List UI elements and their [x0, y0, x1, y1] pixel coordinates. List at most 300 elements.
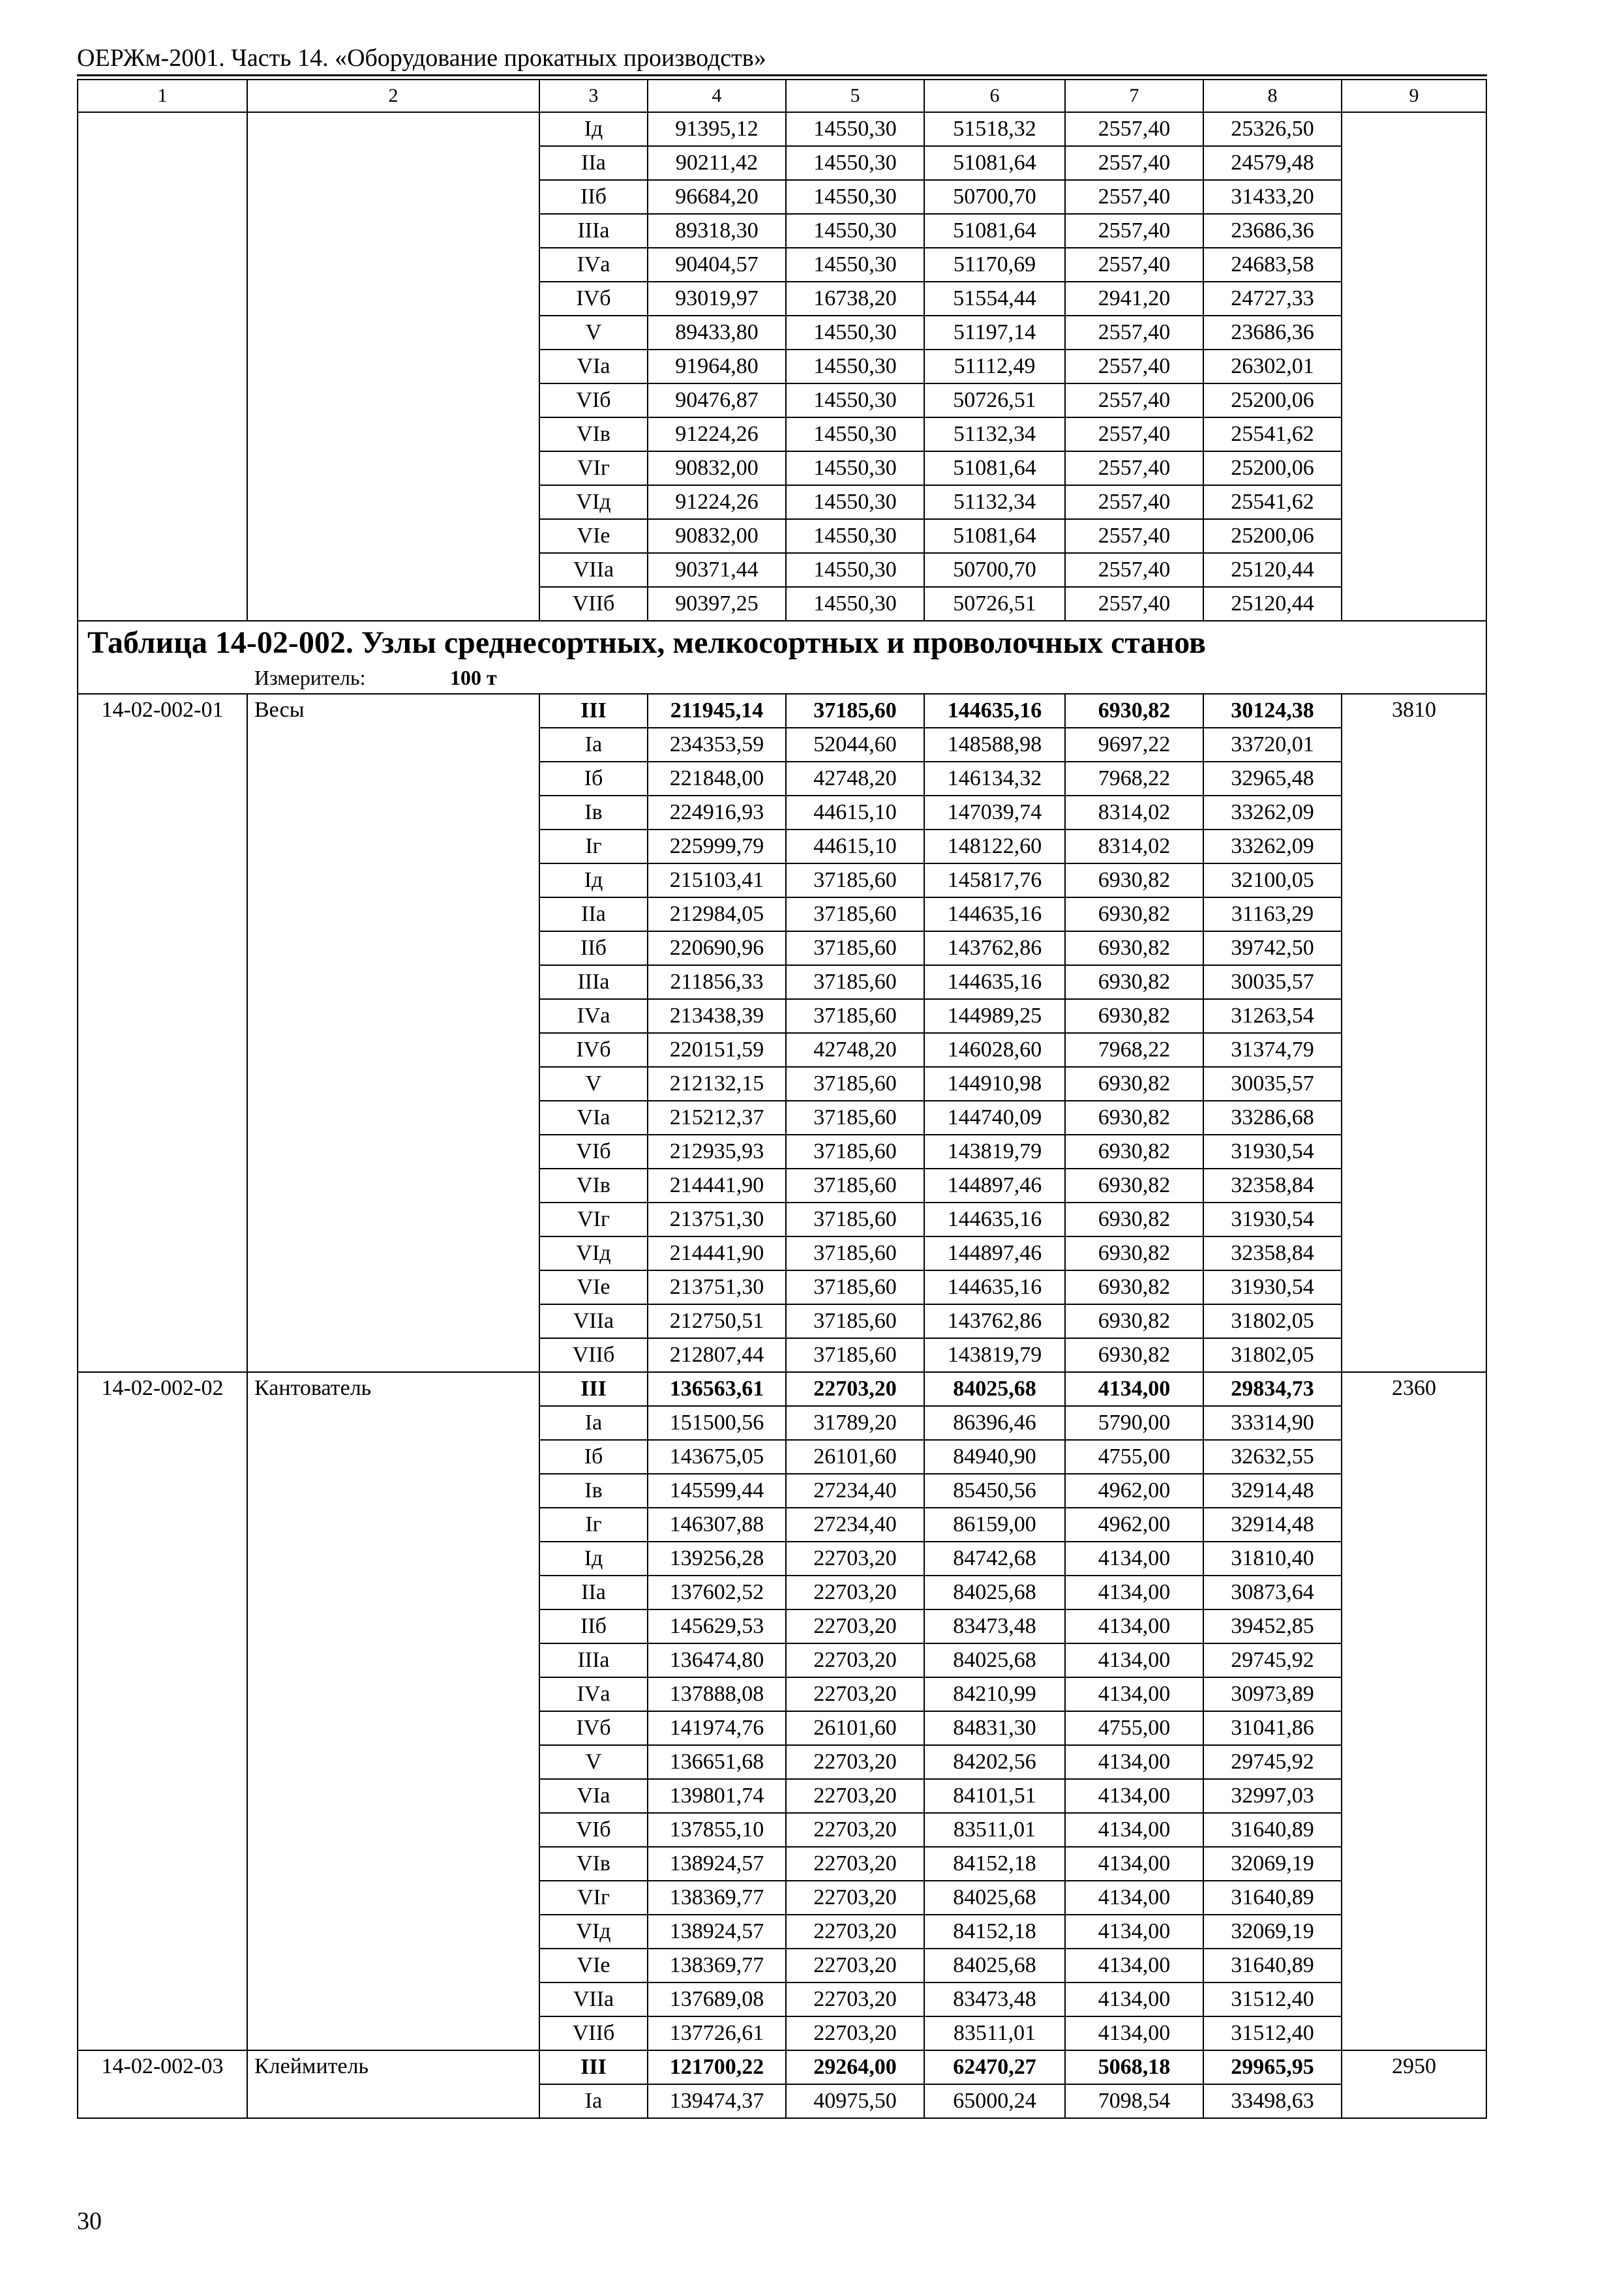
variant-cell: VIа [539, 1779, 648, 1813]
value-cell: 37185,60 [786, 999, 924, 1033]
value-cell: 32997,03 [1203, 1779, 1342, 1813]
name-cell: Кантователь [247, 1372, 539, 2050]
value-cell: 6930,82 [1065, 1270, 1203, 1304]
variant-cell: Iг [539, 830, 648, 863]
variant-cell: Iб [539, 1440, 648, 1474]
value-cell: 214441,90 [648, 1169, 786, 1203]
value-cell: 6930,82 [1065, 999, 1203, 1033]
value-cell: 139256,28 [648, 1542, 786, 1576]
value-cell: 90832,00 [648, 451, 786, 485]
value-cell: 25326,50 [1203, 112, 1342, 146]
value-cell: 143819,79 [924, 1135, 1065, 1169]
value-cell: 37185,60 [786, 1169, 924, 1203]
value-cell: 145629,53 [648, 1609, 786, 1643]
value-cell: 144897,46 [924, 1236, 1065, 1270]
value-cell: 213751,30 [648, 1203, 786, 1236]
value-cell: 31930,54 [1203, 1270, 1342, 1304]
variant-cell: VIг [539, 1881, 648, 1915]
value-cell: 25200,06 [1203, 383, 1342, 417]
value-cell: 44615,10 [786, 796, 924, 830]
value-cell: 148122,60 [924, 830, 1065, 863]
value-cell: 2557,40 [1065, 383, 1203, 417]
value-cell: 32100,05 [1203, 863, 1342, 897]
value-cell: 148588,98 [924, 728, 1065, 762]
value-cell: 147039,74 [924, 796, 1065, 830]
value-cell: 24727,33 [1203, 282, 1342, 316]
value-cell: 2557,40 [1065, 180, 1203, 214]
name-cell: Весы [247, 694, 539, 1372]
column-number: 9 [1342, 80, 1486, 112]
value-cell: 121700,22 [648, 2050, 786, 2084]
value-cell: 33262,09 [1203, 796, 1342, 830]
value-cell: 32069,19 [1203, 1915, 1342, 1949]
value-cell: 22703,20 [786, 1542, 924, 1576]
value-cell: 31433,20 [1203, 180, 1342, 214]
value-cell: 137855,10 [648, 1813, 786, 1847]
value-cell: 22703,20 [786, 1881, 924, 1915]
value-cell: 4755,00 [1065, 1711, 1203, 1745]
value-cell: 51081,64 [924, 214, 1065, 248]
value-cell: 30873,64 [1203, 1576, 1342, 1609]
value-cell: 33498,63 [1203, 2084, 1342, 2118]
value-cell: 32914,48 [1203, 1474, 1342, 1508]
value-cell: 31374,79 [1203, 1033, 1342, 1067]
code-cell: 14-02-002-01 [78, 694, 247, 1372]
variant-cell: VIа [539, 350, 648, 383]
variant-cell: III [539, 694, 648, 728]
value-cell: 22703,20 [786, 1745, 924, 1779]
value-cell: 14550,30 [786, 316, 924, 350]
value-cell: 145817,76 [924, 863, 1065, 897]
value-cell: 6930,82 [1065, 1338, 1203, 1372]
value-cell: 85450,56 [924, 1474, 1065, 1508]
value-cell: 91395,12 [648, 112, 786, 146]
value-cell: 37185,60 [786, 694, 924, 728]
variant-cell: IIб [539, 1609, 648, 1643]
value-cell: 2557,40 [1065, 451, 1203, 485]
value-cell: 14550,30 [786, 112, 924, 146]
value-cell: 225999,79 [648, 830, 786, 863]
value-cell: 14550,30 [786, 553, 924, 587]
value-cell: 83473,48 [924, 1982, 1065, 2016]
col9-cell: 2360 [1342, 1372, 1486, 2050]
value-cell: 14550,30 [786, 214, 924, 248]
value-cell: 51081,64 [924, 146, 1065, 180]
value-cell: 22703,20 [786, 1915, 924, 1949]
variant-cell: IVб [539, 282, 648, 316]
value-cell: 14550,30 [786, 383, 924, 417]
value-cell: 31640,89 [1203, 1813, 1342, 1847]
column-number: 8 [1203, 80, 1342, 112]
value-cell: 32965,48 [1203, 762, 1342, 796]
value-cell: 89433,80 [648, 316, 786, 350]
value-cell: 22703,20 [786, 1643, 924, 1677]
value-cell: 143762,86 [924, 931, 1065, 965]
value-cell: 212750,51 [648, 1304, 786, 1338]
variant-cell: VIIа [539, 1982, 648, 2016]
value-cell: 137689,08 [648, 1982, 786, 2016]
value-cell: 90371,44 [648, 553, 786, 587]
value-cell: 8314,02 [1065, 796, 1203, 830]
value-cell: 26302,01 [1203, 350, 1342, 383]
value-cell: 31512,40 [1203, 2016, 1342, 2050]
table-row [78, 694, 1486, 728]
value-cell: 22703,20 [786, 2016, 924, 2050]
value-cell: 6930,82 [1065, 1101, 1203, 1135]
value-cell: 4134,00 [1065, 1813, 1203, 1847]
value-cell: 93019,97 [648, 282, 786, 316]
value-cell: 33262,09 [1203, 830, 1342, 863]
value-cell: 14550,30 [786, 248, 924, 282]
value-cell: 22703,20 [786, 1813, 924, 1847]
value-cell: 83473,48 [924, 1609, 1065, 1643]
value-cell: 213751,30 [648, 1270, 786, 1304]
variant-cell: IIб [539, 931, 648, 965]
running-header: ОЕРЖм-2001. Часть 14. «Оборудование прокатных производств» [77, 44, 766, 72]
value-cell: 51081,64 [924, 519, 1065, 553]
variant-cell: VIIб [539, 587, 648, 621]
value-cell: 37185,60 [786, 965, 924, 999]
value-cell: 90476,87 [648, 383, 786, 417]
column-number: 5 [786, 80, 924, 112]
value-cell: 146307,88 [648, 1508, 786, 1542]
value-cell: 144635,16 [924, 1203, 1065, 1236]
value-cell: 214441,90 [648, 1236, 786, 1270]
value-cell: 6930,82 [1065, 965, 1203, 999]
value-cell: 138924,57 [648, 1847, 786, 1881]
value-cell: 84025,68 [924, 1643, 1065, 1677]
variant-cell: VIе [539, 1949, 648, 1982]
variant-cell: IVб [539, 1711, 648, 1745]
value-cell: 37185,60 [786, 1101, 924, 1135]
value-cell: 7968,22 [1065, 1033, 1203, 1067]
value-cell: 33720,01 [1203, 728, 1342, 762]
value-cell: 25200,06 [1203, 519, 1342, 553]
variant-cell: VIд [539, 1915, 648, 1949]
value-cell: 32632,55 [1203, 1440, 1342, 1474]
value-cell: 144635,16 [924, 965, 1065, 999]
value-cell: 151500,56 [648, 1406, 786, 1440]
variant-cell: VIв [539, 1169, 648, 1203]
value-cell: 6930,82 [1065, 1203, 1203, 1236]
value-cell: 136563,61 [648, 1372, 786, 1406]
value-cell: 42748,20 [786, 762, 924, 796]
value-cell: 31640,89 [1203, 1881, 1342, 1915]
variant-cell: IIIа [539, 965, 648, 999]
value-cell: 6930,82 [1065, 897, 1203, 931]
meter-value: 100 т [450, 666, 497, 689]
value-cell: 31802,05 [1203, 1304, 1342, 1338]
value-cell: 22703,20 [786, 1949, 924, 1982]
value-cell: 37185,60 [786, 1135, 924, 1169]
value-cell: 2557,40 [1065, 316, 1203, 350]
value-cell: 6930,82 [1065, 694, 1203, 728]
value-cell: 138369,77 [648, 1881, 786, 1915]
value-cell: 141974,76 [648, 1711, 786, 1745]
value-cell: 14550,30 [786, 146, 924, 180]
value-cell: 7098,54 [1065, 2084, 1203, 2118]
variant-cell: III [539, 2050, 648, 2084]
value-cell: 215212,37 [648, 1101, 786, 1135]
value-cell: 221848,00 [648, 762, 786, 796]
value-cell: 52044,60 [786, 728, 924, 762]
value-cell: 215103,41 [648, 863, 786, 897]
value-cell: 224916,93 [648, 796, 786, 830]
value-cell: 22703,20 [786, 1372, 924, 1406]
value-cell: 143819,79 [924, 1338, 1065, 1372]
variant-cell: IVа [539, 248, 648, 282]
value-cell: 31163,29 [1203, 897, 1342, 931]
value-cell: 84025,68 [924, 1949, 1065, 1982]
variant-cell: VIв [539, 417, 648, 451]
value-cell: 2557,40 [1065, 146, 1203, 180]
value-cell: 22703,20 [786, 1847, 924, 1881]
value-cell: 31810,40 [1203, 1542, 1342, 1576]
value-cell: 211945,14 [648, 694, 786, 728]
variant-cell: IVа [539, 1677, 648, 1711]
meter-label: Измеритель: [254, 666, 366, 689]
value-cell: 39742,50 [1203, 931, 1342, 965]
value-cell: 84831,30 [924, 1711, 1065, 1745]
variant-cell: IIIа [539, 214, 648, 248]
value-cell: 83511,01 [924, 2016, 1065, 2050]
variant-cell: VIб [539, 1135, 648, 1169]
value-cell: 234353,59 [648, 728, 786, 762]
value-cell: 50700,70 [924, 180, 1065, 214]
value-cell: 220151,59 [648, 1033, 786, 1067]
value-cell: 31930,54 [1203, 1135, 1342, 1169]
value-cell: 37185,60 [786, 1338, 924, 1372]
variant-cell: IIIа [539, 1643, 648, 1677]
header-rule [77, 74, 1487, 76]
price-table [77, 79, 1487, 2119]
value-cell: 51132,34 [924, 417, 1065, 451]
variant-cell: VIе [539, 519, 648, 553]
value-cell: 4134,00 [1065, 1745, 1203, 1779]
table-row [78, 2050, 1486, 2084]
column-number: 4 [648, 80, 786, 112]
value-cell: 139474,37 [648, 2084, 786, 2118]
variant-cell: V [539, 1067, 648, 1101]
value-cell: 144635,16 [924, 897, 1065, 931]
value-cell: 136651,68 [648, 1745, 786, 1779]
value-cell: 2557,40 [1065, 587, 1203, 621]
value-cell: 37185,60 [786, 863, 924, 897]
value-cell: 51112,49 [924, 350, 1065, 383]
value-cell: 31263,54 [1203, 999, 1342, 1033]
value-cell: 2557,40 [1065, 248, 1203, 282]
value-cell: 14550,30 [786, 180, 924, 214]
column-number: 2 [247, 80, 539, 112]
value-cell: 4962,00 [1065, 1474, 1203, 1508]
value-cell: 144635,16 [924, 1270, 1065, 1304]
variant-cell: VIIб [539, 2016, 648, 2050]
value-cell: 37185,60 [786, 1203, 924, 1236]
value-cell: 4134,00 [1065, 1915, 1203, 1949]
value-cell: 89318,30 [648, 214, 786, 248]
variant-cell: Iв [539, 796, 648, 830]
variant-cell: VIб [539, 1813, 648, 1847]
value-cell: 31640,89 [1203, 1949, 1342, 1982]
value-cell: 90211,42 [648, 146, 786, 180]
value-cell: 26101,60 [786, 1440, 924, 1474]
value-cell: 2557,40 [1065, 214, 1203, 248]
value-cell: 4134,00 [1065, 1372, 1203, 1406]
value-cell: 27234,40 [786, 1474, 924, 1508]
value-cell: 31930,54 [1203, 1203, 1342, 1236]
variant-cell: VIе [539, 1270, 648, 1304]
value-cell: 22703,20 [786, 1982, 924, 2016]
value-cell: 4134,00 [1065, 1982, 1203, 2016]
name-cell: Клеймитель [247, 2050, 539, 2118]
value-cell: 37185,60 [786, 1236, 924, 1270]
value-cell: 2557,40 [1065, 485, 1203, 519]
value-cell: 50726,51 [924, 383, 1065, 417]
col9-cell: 3810 [1342, 694, 1486, 1372]
value-cell: 24683,58 [1203, 248, 1342, 282]
value-cell: 25541,62 [1203, 417, 1342, 451]
value-cell: 2557,40 [1065, 553, 1203, 587]
variant-cell: IIа [539, 1576, 648, 1609]
value-cell: 6930,82 [1065, 1304, 1203, 1338]
variant-cell: Iа [539, 2084, 648, 2118]
value-cell: 29745,92 [1203, 1745, 1342, 1779]
value-cell: 84210,99 [924, 1677, 1065, 1711]
value-cell: 37185,60 [786, 1270, 924, 1304]
variant-cell: IVа [539, 999, 648, 1033]
value-cell: 220690,96 [648, 931, 786, 965]
value-cell: 4134,00 [1065, 1609, 1203, 1643]
value-cell: 90397,25 [648, 587, 786, 621]
value-cell: 42748,20 [786, 1033, 924, 1067]
value-cell: 40975,50 [786, 2084, 924, 2118]
value-cell: 91224,26 [648, 417, 786, 451]
value-cell: 37185,60 [786, 931, 924, 965]
value-cell: 4134,00 [1065, 1677, 1203, 1711]
value-cell: 29834,73 [1203, 1372, 1342, 1406]
variant-cell: VIв [539, 1847, 648, 1881]
column-number: 1 [78, 80, 247, 112]
value-cell: 25120,44 [1203, 553, 1342, 587]
value-cell: 84101,51 [924, 1779, 1065, 1813]
variant-cell: Iд [539, 112, 648, 146]
value-cell: 32069,19 [1203, 1847, 1342, 1881]
variant-cell: Iа [539, 1406, 648, 1440]
value-cell: 2557,40 [1065, 417, 1203, 451]
value-cell: 25541,62 [1203, 485, 1342, 519]
value-cell: 4134,00 [1065, 1949, 1203, 1982]
value-cell: 84025,68 [924, 1372, 1065, 1406]
variant-cell: VIIа [539, 1304, 648, 1338]
value-cell: 4134,00 [1065, 1643, 1203, 1677]
value-cell: 2557,40 [1065, 519, 1203, 553]
value-cell: 29264,00 [786, 2050, 924, 2084]
value-cell: 30124,38 [1203, 694, 1342, 728]
value-cell: 25120,44 [1203, 587, 1342, 621]
variant-cell: IVб [539, 1033, 648, 1067]
value-cell: 31041,86 [1203, 1711, 1342, 1745]
value-cell: 14550,30 [786, 417, 924, 451]
page-number: 30 [77, 2207, 102, 2235]
variant-cell: IIа [539, 897, 648, 931]
value-cell: 24579,48 [1203, 146, 1342, 180]
table-body [78, 80, 1486, 2118]
value-cell: 37185,60 [786, 897, 924, 931]
value-cell: 4134,00 [1065, 1847, 1203, 1881]
value-cell: 4962,00 [1065, 1508, 1203, 1542]
value-cell: 44615,10 [786, 830, 924, 863]
value-cell: 137888,08 [648, 1677, 786, 1711]
value-cell: 145599,44 [648, 1474, 786, 1508]
value-cell: 84742,68 [924, 1542, 1065, 1576]
value-cell: 91964,80 [648, 350, 786, 383]
value-cell: 32914,48 [1203, 1508, 1342, 1542]
column-number: 3 [539, 80, 648, 112]
value-cell: 86159,00 [924, 1508, 1065, 1542]
value-cell: 30035,57 [1203, 965, 1342, 999]
value-cell: 4134,00 [1065, 1779, 1203, 1813]
value-cell: 144897,46 [924, 1169, 1065, 1203]
value-cell: 2557,40 [1065, 112, 1203, 146]
code-cell: 14-02-002-03 [78, 2050, 247, 2118]
variant-cell: VIг [539, 451, 648, 485]
name-cell [247, 112, 539, 621]
value-cell: 84202,56 [924, 1745, 1065, 1779]
variant-cell: Iв [539, 1474, 648, 1508]
variant-cell: Iд [539, 1542, 648, 1576]
value-cell: 84152,18 [924, 1915, 1065, 1949]
variant-cell: V [539, 316, 648, 350]
value-cell: 4134,00 [1065, 1576, 1203, 1609]
value-cell: 22703,20 [786, 1576, 924, 1609]
value-cell: 4134,00 [1065, 1542, 1203, 1576]
value-cell: 22703,20 [786, 1779, 924, 1813]
variant-cell: IIа [539, 146, 648, 180]
value-cell: 26101,60 [786, 1711, 924, 1745]
value-cell: 31789,20 [786, 1406, 924, 1440]
variant-cell: VIб [539, 383, 648, 417]
variant-cell: VIг [539, 1203, 648, 1236]
value-cell: 6930,82 [1065, 1067, 1203, 1101]
value-cell: 29745,92 [1203, 1643, 1342, 1677]
value-cell: 5790,00 [1065, 1406, 1203, 1440]
value-cell: 29965,95 [1203, 2050, 1342, 2084]
value-cell: 144910,98 [924, 1067, 1065, 1101]
value-cell: 6930,82 [1065, 1135, 1203, 1169]
variant-cell: IIб [539, 180, 648, 214]
value-cell: 90404,57 [648, 248, 786, 282]
variant-cell: Iд [539, 863, 648, 897]
value-cell: 25200,06 [1203, 451, 1342, 485]
value-cell: 16738,20 [786, 282, 924, 316]
value-cell: 144989,25 [924, 999, 1065, 1033]
value-cell: 8314,02 [1065, 830, 1203, 863]
value-cell: 27234,40 [786, 1508, 924, 1542]
variant-cell: VIд [539, 485, 648, 519]
value-cell: 213438,39 [648, 999, 786, 1033]
value-cell: 84152,18 [924, 1847, 1065, 1881]
value-cell: 137602,52 [648, 1576, 786, 1609]
value-cell: 83511,01 [924, 1813, 1065, 1847]
value-cell: 51170,69 [924, 248, 1065, 282]
value-cell: 84025,68 [924, 1881, 1065, 1915]
value-cell: 84025,68 [924, 1576, 1065, 1609]
value-cell: 14550,30 [786, 350, 924, 383]
variant-cell: Iа [539, 728, 648, 762]
table-row [78, 1372, 1486, 1406]
value-cell: 14550,30 [786, 519, 924, 553]
value-cell: 39452,85 [1203, 1609, 1342, 1643]
